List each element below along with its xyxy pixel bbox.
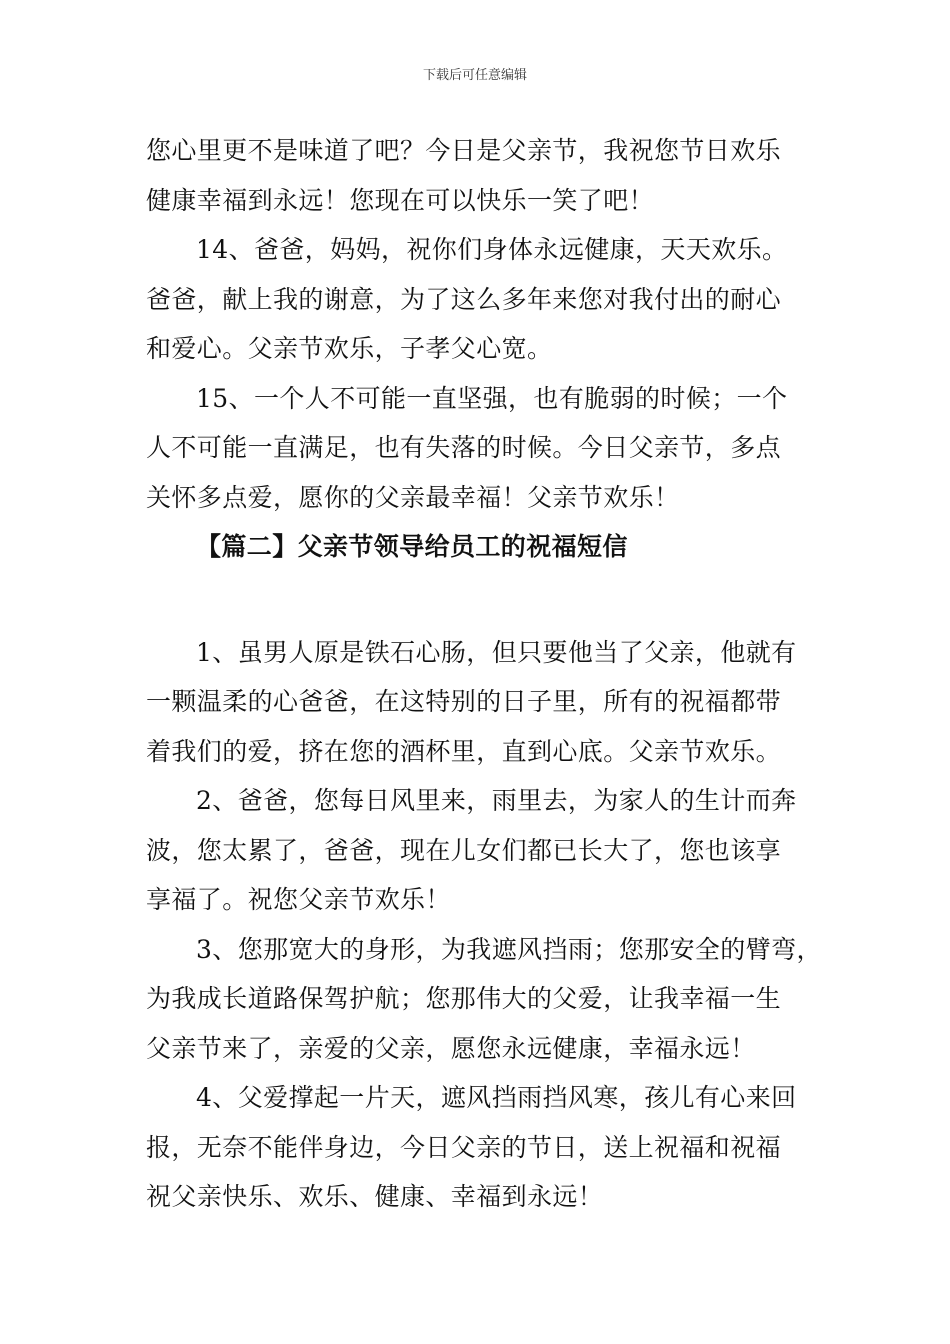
paragraph-line: 健康幸福到永远！您现在可以快乐一笑了吧！	[146, 185, 655, 215]
page-header-note: 下载后可任意编辑	[422, 68, 527, 83]
paragraph-line: 一颗温柔的心爸爸，在这特别的日子里，所有的祝福都带	[146, 687, 782, 716]
paragraph-line: 3、您那宽大的身形，为我遮风挡雨；您那安全的臂弯，	[196, 934, 822, 964]
paragraph-line: 您心里更不是味道了吧？今日是父亲节，我祝您节日欢乐	[146, 136, 782, 165]
paragraph-line: 报，无奈不能伴身边，今日父亲的节日，送上祝福和祝福	[146, 1132, 782, 1162]
paragraph-line: 着我们的爱，挤在您的酒杯里，直到心底。父亲节欢乐。	[146, 736, 782, 766]
paragraph-line: 享福了。祝您父亲节欢乐！	[146, 885, 451, 914]
paragraph-line: 和爱心。父亲节欢乐，子孝父心宽。	[146, 334, 553, 363]
paragraph-item-1	[146, 628, 826, 777]
paragraph-line: 波，您太累了，爸爸，现在儿女们都已长大了，您也该享	[146, 835, 782, 865]
paragraph-item-14	[146, 225, 826, 374]
section-spacer	[146, 572, 826, 628]
paragraph-item-2	[146, 776, 826, 925]
paragraph-item-3	[146, 925, 826, 1074]
paragraph-item-4	[146, 1073, 826, 1222]
paragraph-continued	[146, 126, 826, 225]
paragraph-line: 1、虽男人原是铁石心肠，但只要他当了父亲，他就有	[196, 637, 797, 667]
paragraph-line: 爸爸，献上我的谢意，为了这么多年来您对我付出的耐心	[146, 284, 782, 314]
section-heading: 【篇二】父亲节领导给员工的祝福短信	[196, 532, 628, 561]
paragraph-line: 为我成长道路保驾护航；您那伟大的父爱，让我幸福一生	[146, 984, 782, 1013]
paragraph-line: 关怀多点爱，愿你的父亲最幸福！父亲节欢乐！	[146, 482, 680, 512]
document-body	[146, 126, 826, 1222]
paragraph-line: 14、爸爸，妈妈，祝你们身体永远健康，天天欢乐。	[196, 235, 788, 264]
paragraph-item-15	[146, 374, 826, 523]
paragraph-line: 父亲节来了，亲爱的父亲，愿您永远健康，幸福永远！	[146, 1033, 756, 1063]
paragraph-line: 2、爸爸，您每日风里来，雨里去，为家人的生计而奔	[196, 786, 797, 815]
paragraph-line: 祝父亲快乐、欢乐、健康、幸福到永远！	[146, 1182, 604, 1211]
paragraph-line: 4、父爱撑起一片天，遮风挡雨挡风寒，孩儿有心来回	[196, 1083, 797, 1112]
paragraph-line: 人不可能一直满足，也有失落的时候。今日父亲节，多点	[146, 433, 782, 462]
paragraph-line: 15、一个人不可能一直坚强，也有脆弱的时候；一个	[196, 383, 788, 413]
